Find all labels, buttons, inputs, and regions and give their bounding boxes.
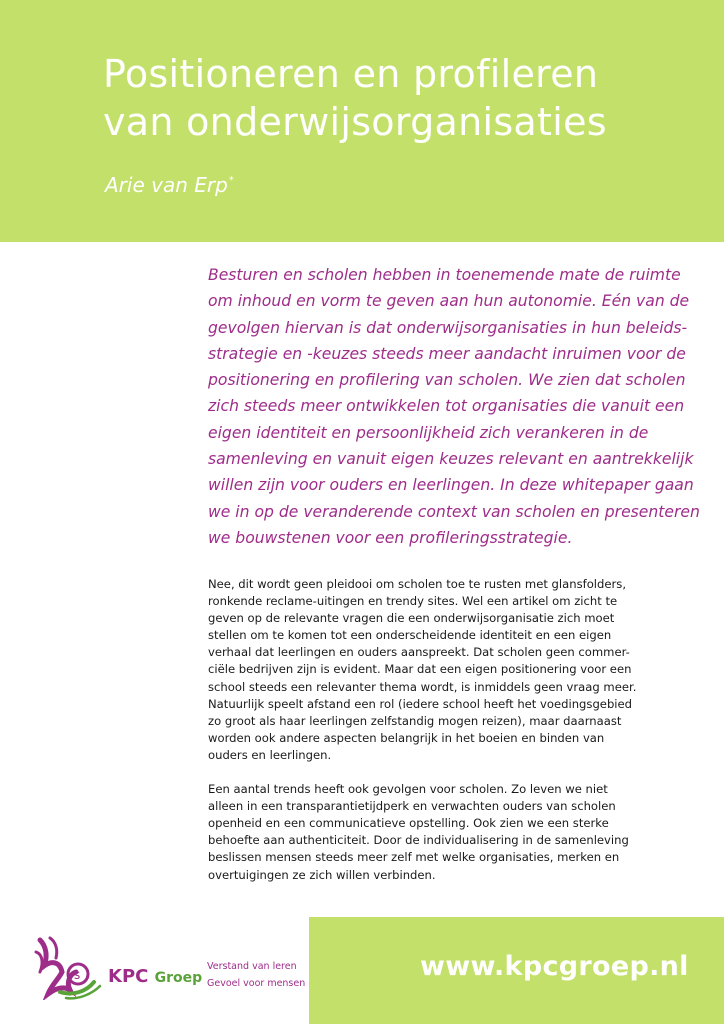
intro-line: samenleving en vanuit eigen keuzes relevant en aantrekkelijk: [208, 450, 694, 469]
body-line: Nee, dit wordt geen pleidooi om scholen toe te rusten met glansfolders,: [208, 577, 627, 591]
body-line: overtuigingen ze zich willen verbinden.: [208, 867, 436, 882]
intro-line: eigen identiteit en persoonlijkheid zich verankeren in de: [208, 423, 649, 442]
body-line: Een aantal trends heeft ook gevolgen voor scholen. Zo leven we niet: [208, 782, 608, 797]
author-name: Arie van Erp: [105, 173, 228, 197]
intro-line: positionering en profilering van scholen. We zien dat scholen: [208, 371, 686, 390]
body-line: ouders en leerlingen.: [208, 747, 332, 762]
website-url[interactable]: www.kpcgroep.nl: [420, 951, 689, 982]
body-line: stellen om te komen tot een onderscheidende identiteit en een eigen: [208, 628, 612, 643]
author-footnote-mark: *: [228, 175, 234, 186]
body-line: beslissen mensen steeds meer zelf met welke organisaties, merken en: [208, 850, 620, 865]
body-line: zo groot als haar leerlingen zelfstandig mogen reizen), maar daarnaast: [208, 713, 622, 728]
body-line: openheid en een communicatieve opstelling. Ook zien we een sterke: [208, 816, 609, 831]
body-line: ronkende reclame-uitingen en trendy sites. Wel een artikel om zicht te: [208, 594, 618, 609]
intro-line: om inhoud en vorm te geven aan hun autonomie. Eén van de: [208, 292, 690, 311]
intro-line: we bouwstenen voor een profileringsstrategie.: [208, 528, 573, 547]
kpc-logo-icon: [30, 932, 108, 1000]
header-band: [0, 0, 724, 242]
logo-name: KPC: [108, 966, 149, 987]
body-line: alleen in een transparantietijdperk en verwachten ouders van scholen: [208, 799, 616, 814]
document-title: [103, 50, 607, 146]
tagline-line: Verstand van leren: [207, 961, 297, 972]
intro-line: strategie en -keuzes steeds meer aandacht inruimen voor de: [208, 344, 686, 363]
svg-text:s: s: [74, 968, 81, 982]
intro-line: willen zijn voor ouders en leerlingen. In deze whitepaper gaan: [208, 476, 694, 495]
tagline-line: Gevoel voor mensen: [207, 978, 306, 989]
tagline: [207, 958, 305, 992]
body-line: Natuurlijk speelt afstand een rol (iedere school heeft het voedingsgebied: [208, 696, 633, 711]
intro-line: Besturen en scholen hebben in toenemende mate de ruimte: [208, 266, 681, 284]
intro-line: we in op de veranderende context van scholen en presenteren: [208, 502, 700, 521]
body-line: school steeds een relevanter thema wordt, is inmiddels geen vraag meer.: [208, 679, 637, 694]
body-paragraph: [208, 781, 688, 884]
title-line: Positioneren en profileren: [103, 52, 599, 96]
intro-line: zich steeds meer ontwikkelen tot organisaties die vanuit een: [208, 397, 685, 416]
author: [105, 173, 234, 197]
body-text: [208, 576, 688, 884]
body-line: geven op de relevante vragen die een onderwijsorganisatie zich moet: [208, 611, 615, 626]
intro-line: gevolgen hiervan is dat onderwijsorganisaties in hun beleids-: [208, 318, 688, 337]
body-line: worden ook andere aspecten belangrijk in het boeien en binden van: [208, 730, 605, 745]
body-line: behoefte aan authenticiteit. Door de individualisering in de samenleving: [208, 833, 629, 848]
intro-paragraph: [208, 262, 700, 551]
title-line: van onderwijsorganisaties: [103, 100, 607, 144]
body-paragraph: [208, 576, 688, 764]
body-line: ciële bedrijven zijn is evident. Maar dat een eigen positionering voor een: [208, 662, 632, 677]
body-line: verhaal dat leerlingen en ouders aanspreekt. Dat scholen geen commer-: [208, 645, 630, 660]
logo-suffix: Groep: [154, 970, 203, 986]
logo-wordmark: [108, 966, 202, 987]
